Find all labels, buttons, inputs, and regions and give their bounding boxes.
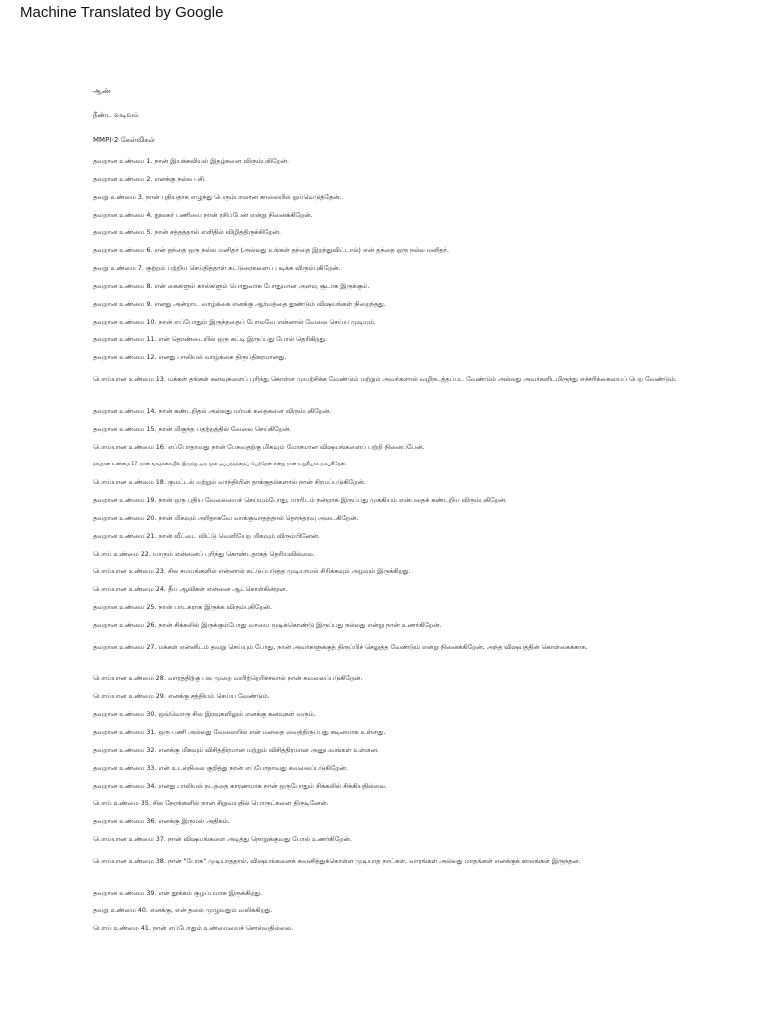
question-item-35: பொய் உண்மை 35. சில நேரங்களில் நான் சிறுவயதில் பொருட்களை திருடினேன். xyxy=(93,799,329,808)
question-item-36: தவறான உண்மை 36. எனக்கு இருமல் அதிகம். xyxy=(93,817,230,826)
question-item-4: தவறான உண்மை 4. நூலகர் பணியை நான் ரசிப்பேன் என்று நினைக்கிறேன். xyxy=(93,210,313,219)
question-item-10: தவறான உண்மை 10. நான் எப்போதும் இருந்ததைப் போலவே என்னால் வேலை செய்ய முடியும். xyxy=(93,317,376,326)
question-item-31: தவறான உண்மை 31. ஒரு பணி அல்லது வேலையில் என் மனதை வைத்திருப்பது கடினமாக உள்ளது. xyxy=(93,728,386,736)
question-item-14: தவறான உண்மை 14. நான் கண்டறிதல் அல்லது மர்மக் கதைகளை விரும்புகிறேன். xyxy=(93,406,332,415)
question-item-41: பொய் உண்மை 41. நான் எப்போதும் உண்மையைச் சொல்வதில்லை. xyxy=(93,924,294,933)
question-item-21: தவறான உண்மை 21. நான் வீட்டை விட்டு வெளியேற மிகவும் விரும்பினேன். xyxy=(93,531,321,540)
question-item-11: தவறான உண்மை 11. என் தொண்டையில் ஒரு கட்டி இருப்பது போல் தெரிகிறது. xyxy=(93,335,328,344)
question-item-37: பொய்யான உண்மை 37. நான் விஷயங்களை அடித்து நொறுக்குவது போல் உணர்கிறேன். xyxy=(93,835,352,844)
gender-label: ஆண் xyxy=(93,87,111,95)
question-item-16: பொய்யான உண்மை 16. எப்போதாவது நான் பேசுவதற்கு மிகவும் மோசமான விஷயங்களைப் பற்றி நினைப்பேன். xyxy=(93,442,425,451)
question-item-30: தவறான உண்மை 30. ஒவ்வொரு சில இரவுகளிலும் எனக்கு கனவுகள் வரும். xyxy=(93,710,316,719)
question-item-7: தவறு உண்மை 7. குற்றம் பற்றிய செய்தித்தாள் கட்டுரைகளைப் படிக்க விரும்புகிறேன். xyxy=(93,264,341,273)
question-item-9: தவறான உண்மை 9. எனது அன்றாட வாழ்க்கை எனக்கு ஆர்வத்தை தூண்டும் விஷயங்கள் நிறைந்தது. xyxy=(93,299,386,308)
question-item-26: தவறான உண்மை 26. நான் சிக்கலில் இருக்கும்போது வாயை மூடிக்கொண்டு இருப்பது நல்லது என்று நான் உணர்கிறேன். xyxy=(93,620,442,629)
questionnaire-title: MMPI-2 கேள்விகள் xyxy=(93,136,156,144)
question-list xyxy=(93,157,713,942)
question-item-33: தவறான உண்மை 33. என் உடல்நிலை குறித்து நான் எப்போதாவது கவலைப்படுகிறேன். xyxy=(93,763,348,772)
question-item-20: தவறான உண்மை 20. நான் மிகவும் அரிதாகவே வாக்குவாதத்தால் தொந்தரவு அடைகிறேன். xyxy=(93,513,359,522)
question-item-27: தவறான உண்மை 27. மக்கள் என்னிடம் தவறு செய்யும் போது, நான் அவர்களுக்குத் திருப்பிச் செலுத்த வேண்டும் என்று நினைக்கிறேன், அந்த விஷயத்தின் கொள்கைக்காக. xyxy=(93,642,588,651)
question-item-13: பொய்யான உண்மை 13. மக்கள் தங்கள் கனவுகளைப் புரிந்து கொள்ள முயற்சிக்க வேண்டும் மற்றும் அவர்களால் வழிநடத்தப்பட வேண்டும் அல்லது அவர்களிடமிருந்து எச்சரிக்கையைப் பெற வேண்டும். xyxy=(93,375,677,384)
question-item-15: தவறான உண்மை 15. நான் மிகுந்த பதற்றத்தில் வேலை செய்கிறேன். xyxy=(93,424,292,433)
question-item-32: தவறான உண்மை 32. எனக்கு மிகவும் விசித்திரமான மற்றும் விசித்திரமான அனுபவங்கள் உள்ளன. xyxy=(93,745,379,754)
question-item-1: தவறான உண்மை 1. நான் இயக்கவியல் இதழ்களை விரும்புகிறேன். xyxy=(93,157,289,165)
question-item-39: தவறான உண்மை 39. என் தூக்கம் குழப்பமாக இருக்கிறது. xyxy=(93,888,263,897)
question-item-17: தவறான உண்மை 17. நான் வாழ்க்கையில் இருந்து ஒரு மூல ஒப்பந்தத்தைப் பெற்றேன் என்று நான் உறுதியாக நம்புகிறேன். xyxy=(93,462,347,468)
question-item-22: பொய் உண்மை 22. யாரும் என்னைப் புரிந்து கொண்டதாகத் தெரியவில்லை. xyxy=(93,549,315,558)
question-item-6: தவறான உண்மை 6. என் தந்தை ஒரு நல்ல மனிதர் (அல்லது உங்கள் தந்தை இறந்துவிட்டால்) என் தந்தை ஒரு நல்ல மனிதர். xyxy=(93,246,450,255)
question-item-40: தவறு உண்மை 40. எனக்கு, என் தலை முழுவதும் வலிக்கிறது. xyxy=(93,906,273,915)
question-item-28: பொய்யான உண்மை 28. வாரத்திற்கு பல முறை வயிற்றெரிச்சலால் நான் கவலைப்படுகிறேன். xyxy=(93,674,363,683)
question-item-2: தவறான உண்மை 2. எனக்கு நல்ல பசி. xyxy=(93,174,206,183)
document-body xyxy=(93,86,713,942)
question-item-29: பொய்யான உண்மை 29. எனக்கு சத்தியம் செய்ய வேண்டும். xyxy=(93,692,270,701)
question-item-24: பொய்யான உண்மை 24. தீய ஆவிகள் என்னை ஆட்கொள்கின்றன. xyxy=(93,585,288,594)
question-item-12: தவறான உண்மை 12. எனது பாலியல் வாழ்க்கை திருப்திகரமானது. xyxy=(93,353,287,362)
question-item-25: தவறான உண்மை 25. நான் பாடகராக இருக்க விரும்புகிறேன். xyxy=(93,603,273,612)
question-item-5: தவறான உண்மை 5. நான் சத்தத்தால் எளிதில் விழித்திருக்கிறேன். xyxy=(93,228,281,237)
question-item-19: தவறான உண்மை 19. நான் ஒரு புதிய வேலையைச் செய்யும்போது, யாரிடம் நன்றாக இருப்பது முக்கியம் என்பதைக் கண்டறிய விரும்புகிறேன். xyxy=(93,496,508,505)
machine-translated-banner: Machine Translated by Google xyxy=(20,4,224,21)
question-item-3: தவறு உண்மை 3. நான் புதியதாக எழுந்து பெரும்பாலான காலையில் ஓய்வெடுத்தேன். xyxy=(93,192,342,201)
question-item-8: தவறான உண்மை 8. என் கைகளும் கால்களும் பொதுவாக போதுமான அளவு சூடாக இருக்கும். xyxy=(93,281,370,290)
question-item-34: தவறான உண்மை 34. எனது பாலியல் நடத்தை காரணமாக நான் ஒருபோதும் சிக்கலில் சிக்கியதில்லை. xyxy=(93,781,387,790)
question-item-38: பொய்யான உண்மை 38. நான் "போக" முடியாததால், விஷயங்களைக் கவனித்துக்கொள்ள முடியாத நாட்கள், வாரங்கள் அல்லது மாதங்கள் எனக்குக் காலங்கள் இருந்தன. xyxy=(93,856,581,865)
question-item-23: பொய்யான உண்மை 23. சில சமயங்களில் என்னால் கட்டுப்படுத்த முடியாமல் சிரிக்கவும் அழவும் இருக்கிறது. xyxy=(93,567,411,576)
form-type-label: நீண்ட வடிவம் xyxy=(93,111,139,119)
question-item-18: பொய்யான உண்மை 18. குமட்டல் மற்றும் வாந்தியின் தாக்குதல்களால் நான் சிரமப்படுகிறேன். xyxy=(93,478,366,487)
